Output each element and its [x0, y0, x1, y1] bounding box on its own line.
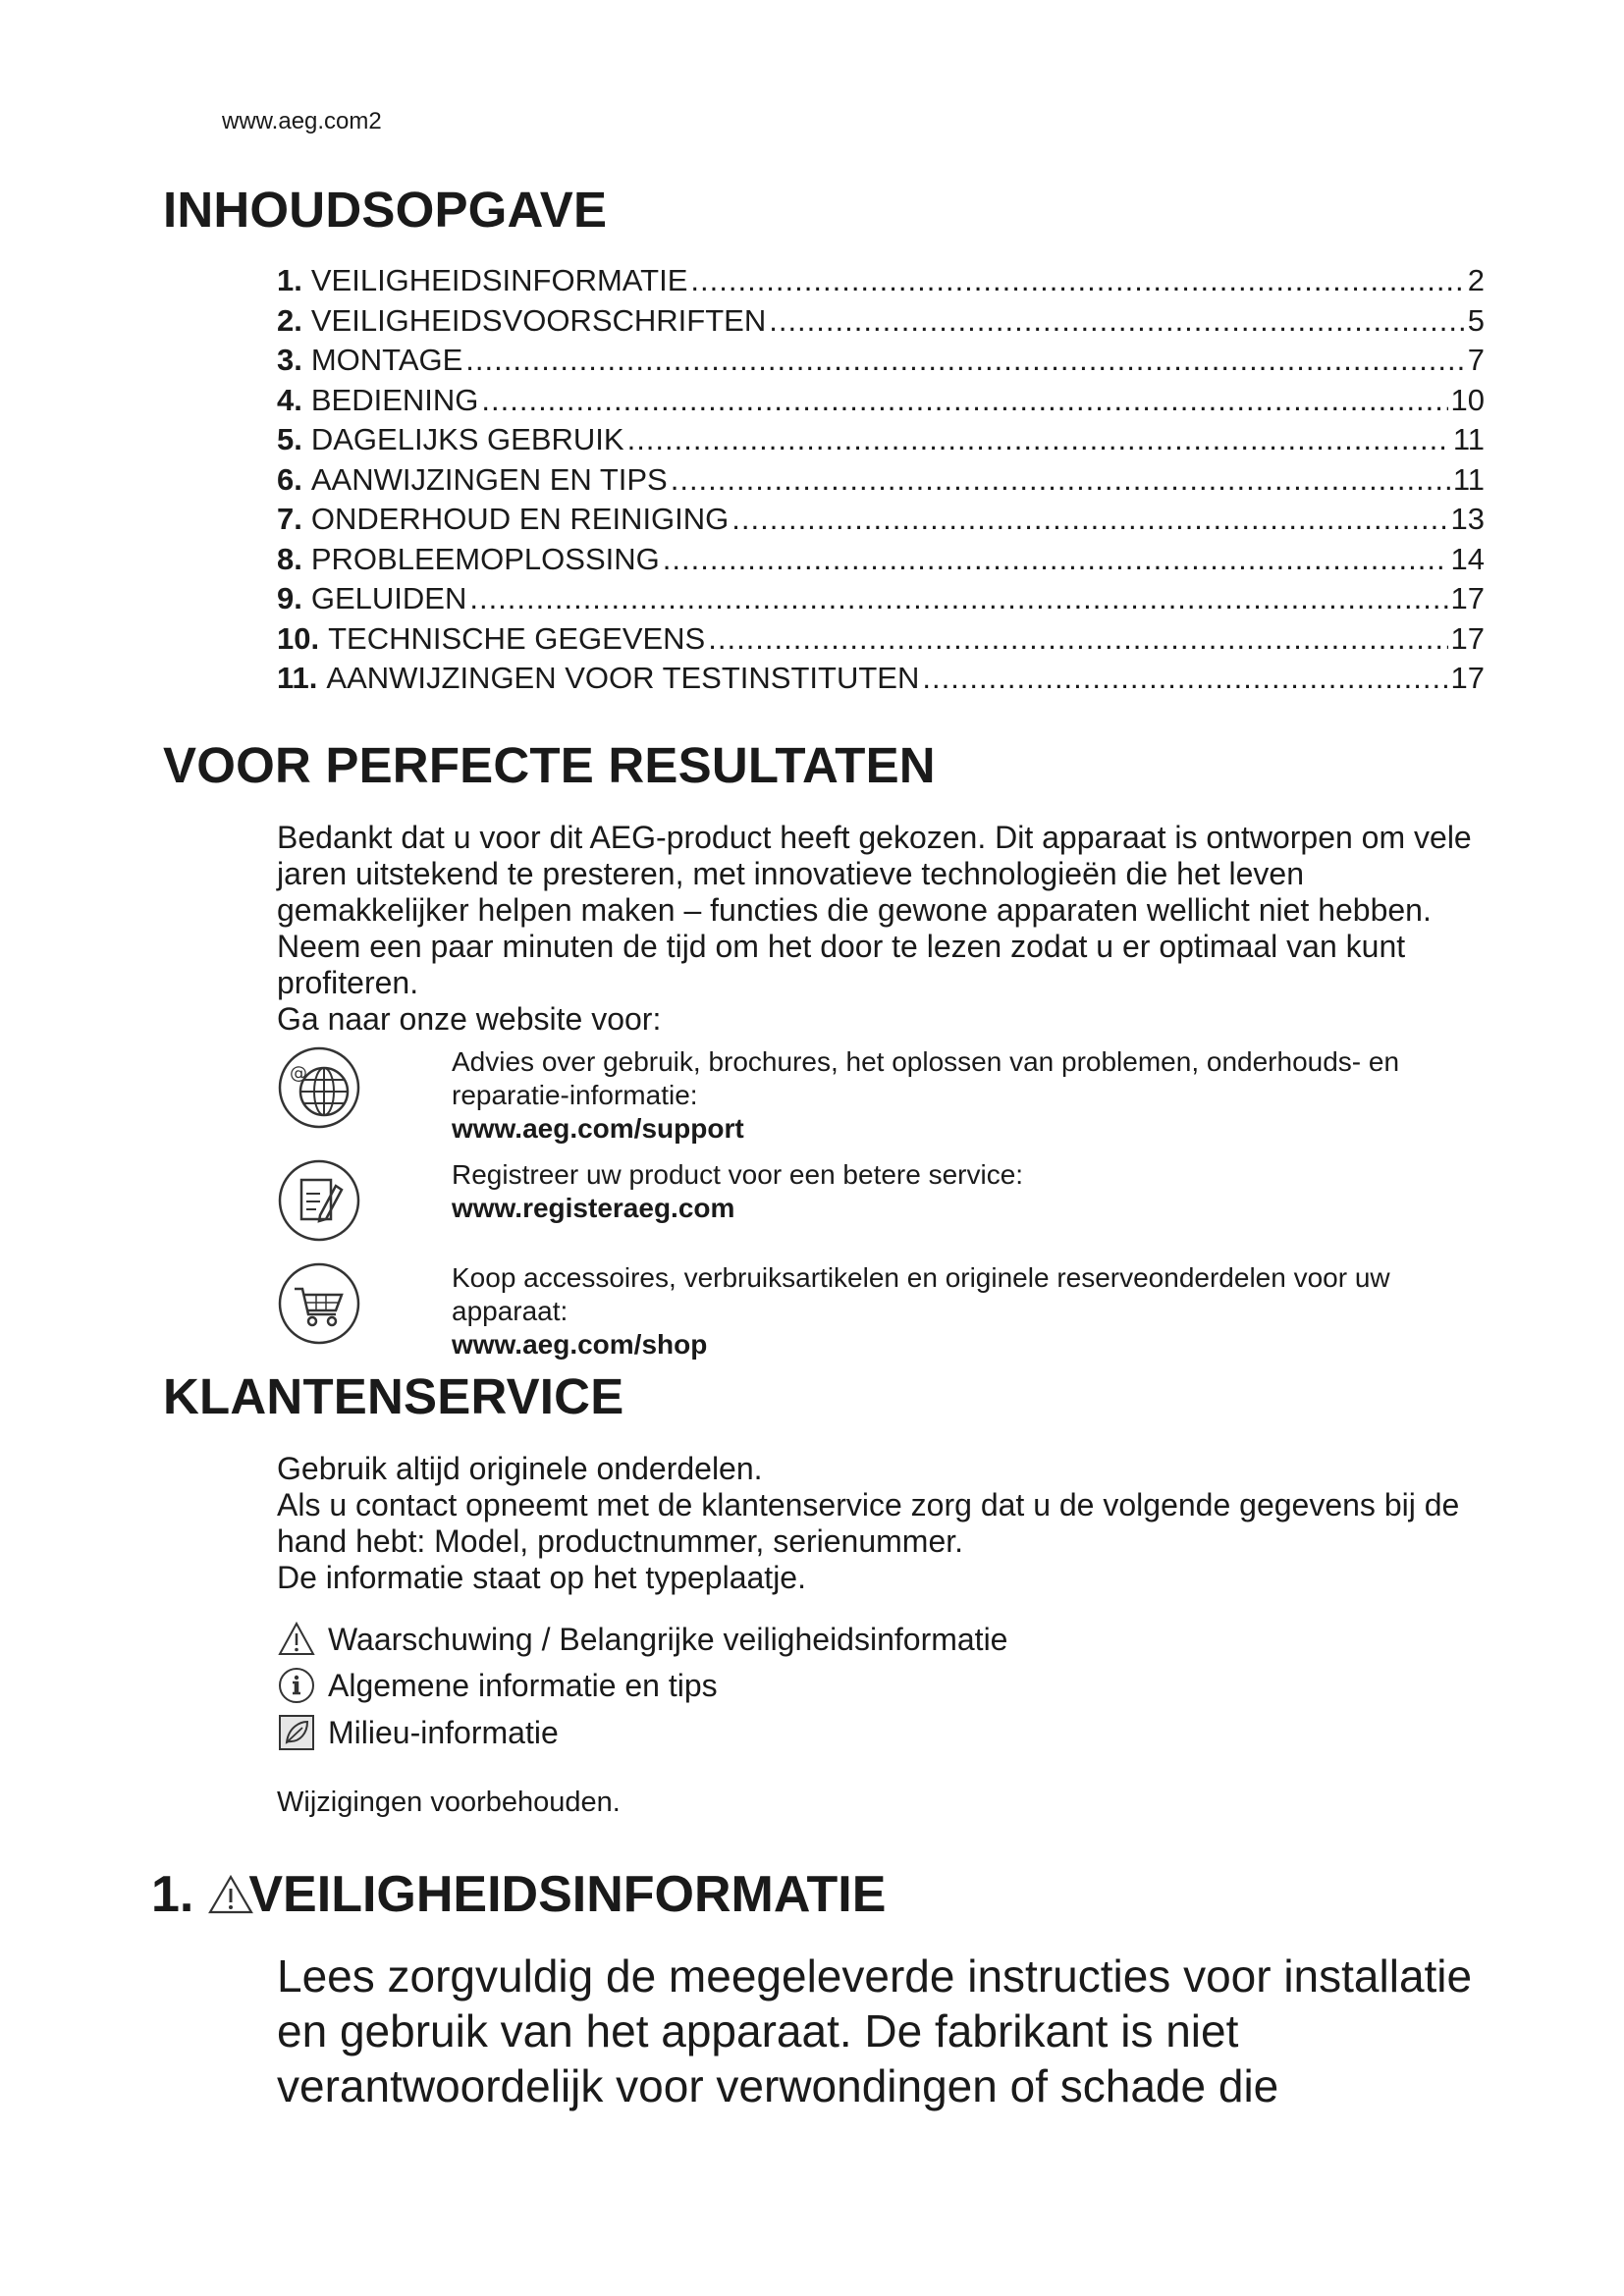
- changes-notice: Wijzigingen voorbehouden.: [277, 1787, 621, 1818]
- safety-heading-number: 1.: [151, 1866, 194, 1923]
- toc-item-number: 4.: [277, 382, 302, 417]
- safety-paragraph: Lees zorgvuldig de meegeleverde instructies voor installatie en gebruik van het apparaat. De fabrikant is niet verantwoordelijk voor verwondingen of schade die: [277, 1950, 1473, 2111]
- toc-item[interactable]: [277, 341, 1485, 381]
- support-url-link[interactable]: www.aeg.com/support: [452, 1113, 744, 1144]
- header-url[interactable]: www.aeg.com2: [222, 108, 382, 134]
- toc-item-number: 3.: [277, 343, 302, 377]
- table-of-contents: [277, 261, 1485, 699]
- intro-paragraph: Bedankt dat u voor dit AEG-product heeft gekozen. Dit apparaat is ontworpen om vele jaren uitstekend te presteren, met innovatieve technologieën die het leven gemakkelijker helpen maken – functies die gewone apparaten wellicht niet hebben. Neem een paar minuten de tijd om het door te lezen zodat u er optimaal van kunt profiteren.: [277, 820, 1472, 1000]
- toc-item-number: 7.: [277, 502, 302, 536]
- toc-item-title: GELUIDEN: [310, 581, 467, 615]
- toc-item-page: 5: [1467, 302, 1485, 338]
- toc-item-page: 11: [1452, 461, 1485, 497]
- toc-item[interactable]: [277, 261, 1485, 301]
- toc-item[interactable]: [277, 500, 1485, 540]
- toc-item[interactable]: [277, 381, 1485, 421]
- shop-url-link[interactable]: www.aeg.com/shop: [452, 1329, 708, 1360]
- results-heading: VOOR PERFECTE RESULTATEN: [163, 737, 936, 793]
- legend-environment-label: Milieu-informatie: [328, 1715, 559, 1750]
- toc-item[interactable]: [277, 619, 1485, 660]
- toc-item[interactable]: [277, 659, 1485, 699]
- toc-item[interactable]: [277, 301, 1485, 342]
- legend-warning: [277, 1620, 1007, 1659]
- safety-heading-title: VEILIGHEIDSINFORMATIE: [248, 1866, 887, 1923]
- toc-item-title: VEILIGHEIDSVOORSCHRIFTEN: [310, 302, 767, 338]
- toc-item-title: AANWIJZINGEN EN TIPS: [310, 461, 668, 497]
- toc-item-page: 17: [1450, 581, 1485, 615]
- support-link-row: [277, 1045, 1494, 1163]
- toc-item-title: TECHNISCHE GEGEVENS: [328, 620, 706, 656]
- toc-item[interactable]: [277, 540, 1485, 580]
- toc-heading: INHOUDSOPGAVE: [163, 182, 608, 238]
- legend-info: [277, 1666, 718, 1705]
- toc-item-title: DAGELIJKS GEBRUIK: [310, 422, 624, 456]
- service-paragraph: Gebruik altijd originele onderdelen. Als u contact opneemt met de klantenservice zorg dat u de volgende gegevens bij de hand hebt: Model, productnummer, serienummer. De informatie staat op het typeplaatje.: [277, 1451, 1460, 1595]
- toc-item-page: 7: [1467, 343, 1485, 377]
- register-link-row: [277, 1158, 1494, 1247]
- website-lead-text: Ga naar onze website voor:: [277, 1001, 662, 1037]
- support-description: Advies over gebruik, brochures, het oplossen van problemen, onderhouds- en reparatie-informatie:: [452, 1046, 1400, 1110]
- toc-leader-dots: [663, 540, 1448, 579]
- toc-item-page: 13: [1450, 502, 1485, 536]
- toc-leader-dots: [690, 261, 1464, 300]
- toc-item-number: 1.: [277, 263, 302, 297]
- toc-item-number: 6.: [277, 461, 302, 497]
- toc-item-page: 2: [1467, 263, 1485, 297]
- toc-item-title: PROBLEEMOPLOSSING: [310, 541, 660, 576]
- toc-item-title: VEILIGHEIDSINFORMATIE: [310, 263, 688, 297]
- toc-item-page: 10: [1450, 382, 1485, 417]
- toc-leader-dots: [708, 619, 1447, 659]
- legend-warning-label: Waarschuwing / Belangrijke veiligheidsinformatie: [328, 1622, 1008, 1657]
- toc-item[interactable]: [277, 579, 1485, 619]
- legend-environment: [277, 1713, 559, 1752]
- toc-leader-dots: [731, 500, 1447, 539]
- toc-leader-dots: [469, 579, 1447, 618]
- warning-icon: [277, 1620, 316, 1659]
- toc-item-number: 8.: [277, 541, 302, 576]
- toc-leader-dots: [481, 381, 1447, 420]
- toc-leader-dots: [465, 341, 1464, 380]
- shop-description: Koop accessoires, verbruiksartikelen en originele reserveonderdelen voor uw apparaat:: [452, 1262, 1390, 1326]
- toc-item-number: 5.: [277, 422, 302, 456]
- toc-leader-dots: [671, 460, 1450, 500]
- service-heading: KLANTENSERVICE: [163, 1368, 624, 1424]
- register-description: Registreer uw product voor een betere service:: [452, 1159, 1024, 1190]
- register-url-link[interactable]: www.registeraeg.com: [452, 1193, 735, 1223]
- toc-item-page: 17: [1450, 620, 1485, 656]
- register-icon: [277, 1158, 361, 1243]
- toc-item-page: 14: [1450, 541, 1485, 576]
- toc-item[interactable]: [277, 460, 1485, 501]
- globe-icon: [277, 1045, 361, 1130]
- toc-leader-dots: [627, 420, 1450, 459]
- leaf-icon: [277, 1713, 316, 1752]
- warning-icon: [207, 1873, 254, 1916]
- toc-item-number: 2.: [277, 302, 302, 338]
- toc-item-number: 11.: [277, 661, 318, 695]
- toc-item-number: 9.: [277, 581, 302, 615]
- toc-item-title: BEDIENING: [310, 382, 479, 417]
- toc-item-page: 17: [1450, 661, 1485, 695]
- toc-item[interactable]: [277, 420, 1485, 460]
- toc-item-title: AANWIJZINGEN VOOR TESTINSTITUTEN: [326, 661, 920, 695]
- legend-info-label: Algemene informatie en tips: [328, 1668, 718, 1703]
- cart-icon: [277, 1261, 361, 1346]
- info-icon: [277, 1666, 316, 1705]
- toc-item-number: 10.: [277, 620, 320, 656]
- toc-leader-dots: [769, 301, 1465, 341]
- toc-item-page: 11: [1452, 422, 1485, 456]
- safety-heading: [151, 1865, 886, 1924]
- toc-item-title: ONDERHOUD EN REINIGING: [310, 502, 730, 536]
- shop-link-row: [277, 1261, 1494, 1379]
- toc-item-title: MONTAGE: [310, 343, 463, 377]
- svg-text:@: @: [290, 1063, 307, 1084]
- toc-leader-dots: [922, 659, 1447, 698]
